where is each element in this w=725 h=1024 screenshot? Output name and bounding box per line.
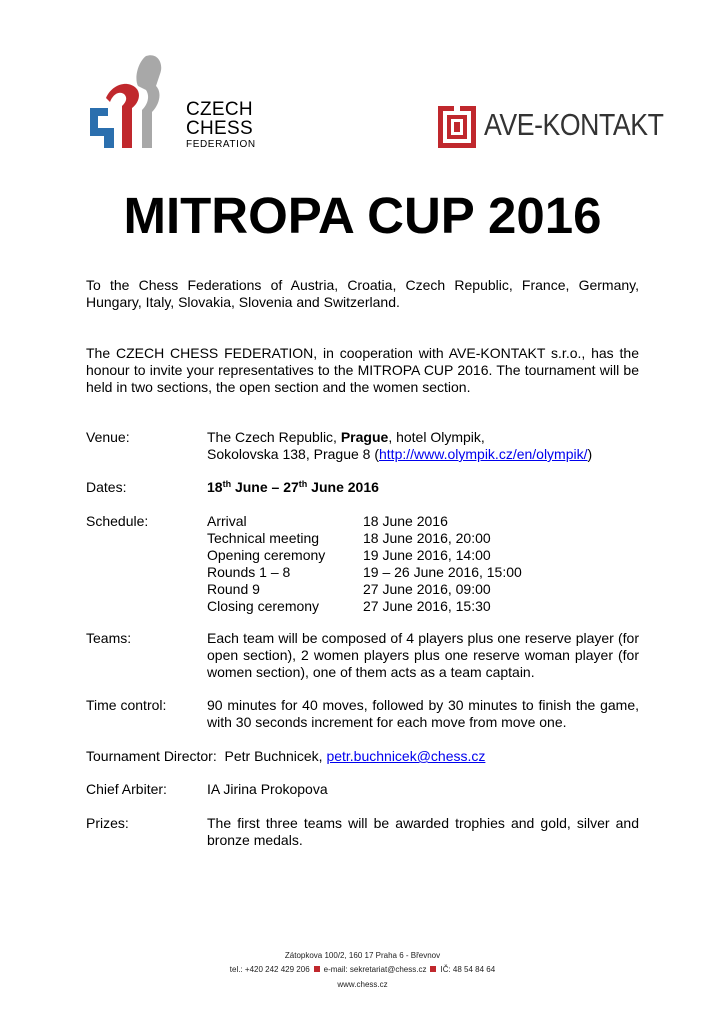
venue-address: Sokolovska 138, Prague 8 ( xyxy=(207,446,379,462)
red-square-icon xyxy=(314,966,320,972)
schedule-event: Closing ceremony xyxy=(207,598,320,614)
red-square-icon xyxy=(430,966,436,972)
end-month-year: June 2016 xyxy=(307,479,379,495)
time-control-text: 90 minutes for 40 moves, followed by 30 minutes to finish the game, with 30 seconds increment for each move from move one. xyxy=(207,697,639,730)
ccf-logo-line3: FEDERATION xyxy=(186,139,256,150)
schedule-event: Arrival xyxy=(207,513,247,529)
schedule-list xyxy=(207,513,639,615)
schedule-item xyxy=(207,581,639,598)
footer-contacts xyxy=(0,963,725,977)
venue-website-link[interactable]: http://www.olympik.cz/en/olympik/ xyxy=(379,446,588,462)
venue-country: The Czech Republic, xyxy=(207,429,341,445)
document-title: MITROPA CUP 2016 xyxy=(123,187,602,244)
ave-kontakt-logo-text: AVE-KONTAKT xyxy=(484,107,664,142)
schedule-item xyxy=(207,547,639,564)
arbiter-label: Chief Arbiter: xyxy=(86,781,167,797)
end-day: 27 xyxy=(283,479,299,495)
director-name: Petr Buchnicek, xyxy=(224,748,327,764)
schedule-item xyxy=(207,530,639,547)
venue-label: Venue: xyxy=(86,429,130,445)
venue-hotel: , hotel Olympik, xyxy=(388,429,485,445)
venue-value xyxy=(207,429,639,463)
schedule-item xyxy=(207,598,639,615)
director-row xyxy=(86,748,639,765)
czech-chess-federation-logo xyxy=(86,52,276,156)
director-email-link[interactable]: petr.buchnicek@chess.cz xyxy=(326,748,486,764)
chess-knight-icon xyxy=(86,52,176,156)
schedule-event: Opening ceremony xyxy=(207,547,326,563)
footer-web: www.chess.cz xyxy=(337,980,388,989)
dates-label: Dates: xyxy=(86,479,127,495)
intro-paragraph: To the Chess Federations of Austria, Croatia, Czech Republic, France, Germany, Hungary, Italy, Slovakia, Slovenia and Switzerland. xyxy=(86,277,639,310)
ccf-logo-text xyxy=(186,100,256,152)
director-label: Tournament Director: xyxy=(86,748,217,764)
invitation-paragraph: The CZECH CHESS FEDERATION, in cooperation with AVE-KONTAKT s.r.o., has the honour to invite your representatives to the MITROPA CUP 2016. The tournament will be held in two sections, the open section and the women section. xyxy=(86,345,639,395)
footer-email: e-mail: sekretariat@chess.cz xyxy=(323,965,427,974)
dates-value xyxy=(207,479,639,496)
schedule-date: 19 June 2016, 14:00 xyxy=(363,547,491,563)
teams-label: Teams: xyxy=(86,630,132,646)
schedule-event: Technical meeting xyxy=(207,530,320,546)
end-day-suffix: th xyxy=(298,479,308,489)
start-day: 18 xyxy=(207,479,223,495)
ccf-logo-line2: CHESS xyxy=(186,118,253,139)
schedule-date: 18 June 2016, 20:00 xyxy=(363,530,491,546)
schedule-date: 19 – 26 June 2016, 15:00 xyxy=(363,564,522,580)
schedule-event: Round 9 xyxy=(207,581,260,597)
footer-tel: tel.: +420 242 429 206 xyxy=(229,965,310,974)
arbiter-name: IA Jirina Prokopova xyxy=(207,781,328,797)
schedule-date: 27 June 2016, 15:30 xyxy=(363,598,491,614)
teams-text: Each team will be composed of 4 players plus one reserve player (for open section), 2 women players plus one reserve woman player (for women section), one of them acts as a team captain. xyxy=(207,630,639,680)
footer-address: Zátopkova 100/2, 160 17 Praha 6 - Břevnov xyxy=(284,951,441,960)
start-day-suffix: th xyxy=(222,479,232,489)
ave-kontakt-logo xyxy=(438,106,664,150)
schedule-item xyxy=(207,564,639,581)
start-month: June – xyxy=(231,479,284,495)
ave-kontakt-emblem-icon xyxy=(438,106,476,148)
footer-ic: IČ: 48 54 84 64 xyxy=(440,965,496,974)
schedule-item xyxy=(207,513,639,530)
prizes-label: Prizes: xyxy=(86,815,129,831)
venue-paren-close: ) xyxy=(587,446,593,462)
prizes-text: The first three teams will be awarded trophies and gold, silver and bronze medals. xyxy=(207,815,639,848)
schedule-date: 18 June 2016 xyxy=(363,513,448,529)
schedule-label: Schedule: xyxy=(86,513,149,529)
venue-city: Prague xyxy=(340,429,389,445)
time-control-label: Time control: xyxy=(86,697,167,713)
schedule-event: Rounds 1 – 8 xyxy=(207,564,291,580)
ccf-logo-line1: CZECH xyxy=(186,99,253,120)
schedule-date: 27 June 2016, 09:00 xyxy=(363,581,491,597)
